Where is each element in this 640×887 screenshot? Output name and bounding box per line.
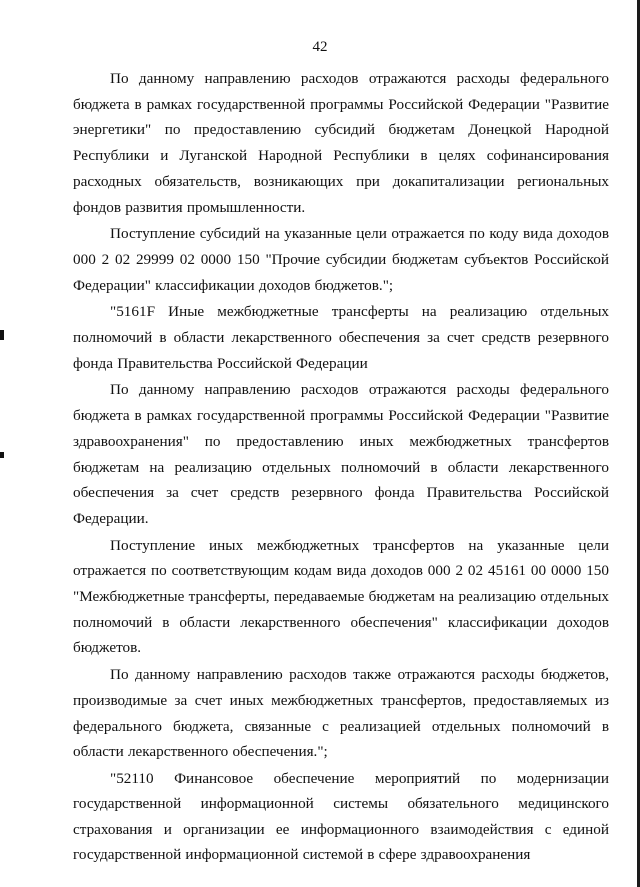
scan-edge-mark (0, 452, 4, 458)
paragraph: По данному направлению расходов отражаются расходы федерального бюджета в рамках государственной программы Российской Федерации "Развитие энергетики" по предоставлению субсидий бюджетам Донецкой Народной Республики и Луганской Народной Республики в целях софинансирования расходных обязательств, возникающих при докапитализации региональных фондов развития промышленности. (73, 70, 609, 216)
scan-edge-mark (0, 330, 4, 340)
paragraph: "52110 Финансовое обеспечение мероприятий по модернизации государственной информационной системы обязательного медицинского страхования и организации ее информационного взаимодействия с единой государственной информационной системой в сфере здравоохранения (73, 769, 609, 864)
paragraph: Поступление иных межбюджетных трансфертов на указанные цели отражается по соответствующим кодам вида доходов 000 2 02 45161 00 0000 150 "Межбюджетные трансферты, передаваемые бюджетам на реализацию отдельных полномочий в области лекарственного обеспечения" классификации доходов бюджетов. (73, 536, 609, 657)
paragraph: "5161F Иные межбюджетные трансферты на реализацию отдельных полномочий в области лекарственного обеспечения за счет средств резервного фонда Правительства Российской Федерации (73, 303, 609, 372)
paragraph: По данному направлению расходов отражаются расходы федерального бюджета в рамках государственной программы Российской Федерации "Развитие здравоохранения" по предоставлению иных межбюджетных трансфертов бюджетам на реализацию отдельных полномочий в области лекарственного обеспечения за счет средств резервного фонда Правительства Российской Федерации. (73, 381, 609, 527)
body-text (73, 66, 609, 869)
paragraph: По данному направлению расходов также отражаются расходы бюджетов, производимые за счет иных межбюджетных трансфертов, предоставляемых из федерального бюджета, связанные с реализацией отдельных полномочий в области лекарственного обеспечения."; (73, 666, 609, 761)
paragraph: Поступление субсидий на указанные цели отражается по коду вида доходов 000 2 02 29999 02 0000 150 "Прочие субсидии бюджетам субъектов Российской Федерации" классификации доходов бюджетов."; (73, 225, 609, 294)
page-number: 42 (312, 39, 328, 55)
